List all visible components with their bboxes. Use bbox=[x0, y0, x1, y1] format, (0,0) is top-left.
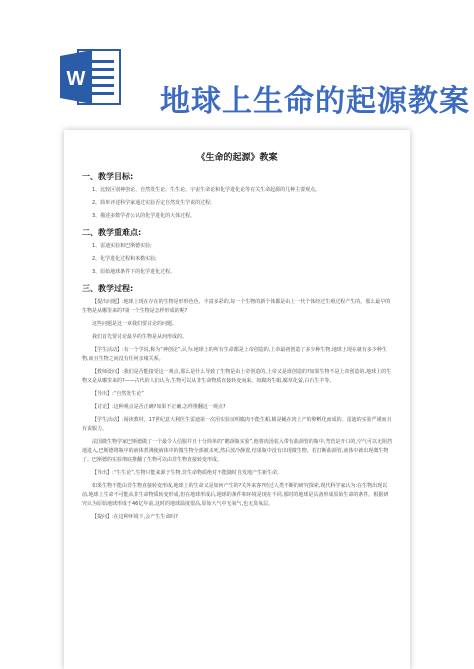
list-item: 3、原始地球条件下的化学进化过程。 bbox=[92, 269, 176, 275]
paragraph: 【提问】:在这种环境下,会产生生命吗? bbox=[92, 514, 178, 520]
banner bbox=[0, 0, 474, 135]
paragraph: 我们首先要讨论最早的生物是从何形成的。 bbox=[92, 334, 188, 340]
list-item: 1、比较区别神创论、自然发生论、生生论、宇宙生命论和化学进化论等有关生命起源的几种主要观点。 bbox=[92, 187, 321, 193]
list-item: 1、雷迪实验和巴斯德实验; bbox=[92, 243, 152, 249]
paragraph: 【提出问题】:地球上现在存在的生物是形形色色、丰富多彩的,每一个生物的新个体都是由上一代个体经过生殖过程产生的。那么最早的生物是从哪里来的?第一个生物是怎样形成的呢? bbox=[82, 299, 391, 314]
paragraph: 【讨论】:这种观点是否正确?如果不正确,怎样推翻这一观点? bbox=[92, 404, 226, 410]
list-item: 2、化学进化过程和米勒实验; bbox=[92, 256, 157, 262]
paragraph: 【学生活动】:阅读教材。17世纪意大利医生雷迪第一次用实验证明腐肉不能生蛆,蛆是蝇在肉上产的卵孵化而成的。雷迪的实验严谨而且有说服力。 bbox=[82, 417, 392, 432]
section-heading: 一、教学目标: bbox=[82, 172, 134, 181]
paragraph: 【学生活动】:有一个学说,称为“神创论”,认为:地球上的所有生命都是上帝创造的,上帝最初创造了多少种生物,地球上现在就有多少种生物,而且生物之间没有任何亲缘关系。 bbox=[82, 347, 387, 362]
paragraph: 法国微生物学家巴斯德做了一个最令人信服并且十分简单的“鹅颈瓶实验”,他将肉汤装入带有曲颈管的瓶中,弯管是开口的,空气可以无阻挡地进入,巴斯德将瓶中的液体煮沸使液体中的微生物全部被杀死,然后放冷静置,结果瓶中没有出现微生物。若打断曲颈管,液体中就出现微生物了。巴斯德的实验彻底推翻了生物可以由非生物直接转变形成。 bbox=[82, 439, 392, 463]
list-item: 2、简单评述科学家通过实验否定自然发生学说的过程; bbox=[92, 200, 212, 206]
list-item: 3、描述多数学者公认的化学进化的大体过程。 bbox=[92, 213, 196, 219]
svg-text:W: W bbox=[66, 68, 86, 90]
section-heading: 二、教学重难点: bbox=[82, 228, 142, 237]
word-document-icon bbox=[58, 44, 124, 110]
paragraph: 【导出】:“生生论”,生物只能来源于生物,非生命物质绝对不能随时自发地产生新生命。 bbox=[92, 470, 283, 476]
paragraph: 如果生物不能由非生物直接转变形成,地球上的生命又是如何产生的?关外来客?经过人类不断的研究探索,现代科学家认为:在生物出现以前,地球上生命不可能从非生命物质转变形成,但在地球形成后,地球的条件和环境是现在不同,那时的地球是具备形成原始生命的条件。根据研究认为原始地球形成于46亿年前,这时的地球温度很高,原始大气中无氧气,也无臭氧层。 bbox=[82, 483, 389, 507]
banner-title: 地球上生命的起源教案 bbox=[160, 84, 470, 119]
document-title: 《生命的起源》教案 bbox=[196, 153, 278, 163]
paragraph: 这些问题是这一章我们要讨论的问题。 bbox=[92, 321, 178, 327]
paragraph: 【导出】:“自然发生论” bbox=[92, 391, 144, 397]
document-page bbox=[64, 130, 410, 669]
paragraph: 【教师设问】:我们是否能接受这一观点,那么是什么导致了生物是由上帝创造的,上帝又是谁创造的?如果生物不是上帝创造的,地球上的生物又是从哪里来的?——古代的人们认为,生物可以从非生命物质直接转变而来。如腐肉生蛆,腐草化萤,白石生羊等。 bbox=[82, 369, 392, 384]
section-heading: 三、教学过程: bbox=[82, 284, 134, 293]
